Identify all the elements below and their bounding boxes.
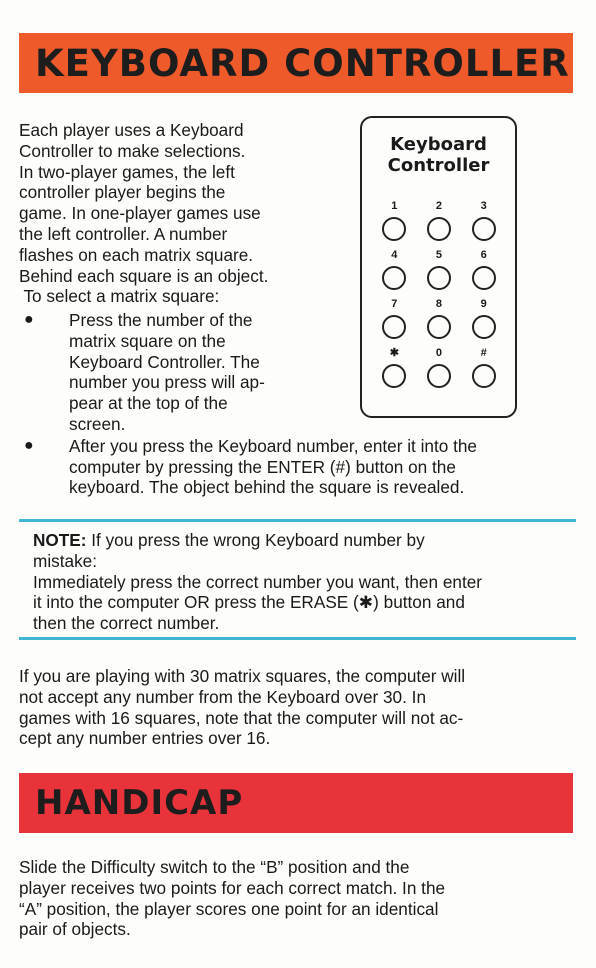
keypad-grid <box>372 198 506 388</box>
key-label: 0 <box>435 347 443 359</box>
paragraph-line: “A” position, the player scores one point for an identical <box>19 898 439 919</box>
bullet-line: Keyboard Controller. The <box>69 351 260 372</box>
keyboard-controller-illustration <box>360 116 517 418</box>
handicap-heading: HANDICAP <box>19 773 573 833</box>
intro-line: controller player begins the <box>19 182 226 203</box>
note-label: NOTE: <box>33 530 87 550</box>
bullet-icon: ● <box>24 311 34 328</box>
key-label: ✱ <box>389 347 399 359</box>
keypad-key <box>372 198 417 241</box>
paragraph-line: not accept any number from the Keyboard over 30. In <box>19 686 427 707</box>
intro-line: flashes on each matrix square. <box>19 244 254 265</box>
bullet-item <box>19 436 579 498</box>
key-button-icon <box>382 315 406 339</box>
keypad-key <box>417 296 462 339</box>
note-line: mistake: <box>33 550 97 571</box>
key-button-icon <box>472 217 496 241</box>
key-label: 6 <box>480 249 487 261</box>
bullet-line: pear at the top of the <box>69 393 228 414</box>
note-line: then the correct number. <box>33 613 220 634</box>
keypad-key <box>461 247 506 290</box>
keyboard-controller-heading: KEYBOARD CONTROLLER <box>19 33 573 93</box>
keypad-title-line: Controller <box>387 155 490 176</box>
bullet-line: number you press will ap- <box>69 372 265 393</box>
keypad-key <box>372 247 417 290</box>
keypad-key <box>417 247 462 290</box>
key-button-icon <box>472 364 496 388</box>
key-label: # <box>480 347 487 359</box>
note-first-line <box>33 530 573 551</box>
key-button-icon <box>427 315 451 339</box>
bullet-icon: ● <box>24 436 34 454</box>
bullet-line: screen. <box>69 413 126 434</box>
keypad-key <box>461 198 506 241</box>
key-label: 9 <box>480 298 487 310</box>
note-divider-bottom <box>19 637 576 640</box>
bullet-line: computer by pressing the ENTER (#) button on the <box>69 456 456 477</box>
bullet-line: keyboard. The object behind the square is revealed. <box>69 477 465 498</box>
keypad-key <box>372 345 417 388</box>
paragraph-line: cept any number entries over 16. <box>19 728 271 749</box>
intro-line: the left controller. A number <box>19 223 228 244</box>
bullet-line: matrix square on the <box>69 330 226 351</box>
keypad-key <box>417 198 462 241</box>
key-button-icon <box>472 315 496 339</box>
key-label: 4 <box>391 249 398 261</box>
paragraph-line: Slide the Difficulty switch to the “B” position and the <box>19 857 410 877</box>
key-button-icon <box>382 217 406 241</box>
key-button-icon <box>427 364 451 388</box>
bullet-line: Press the number of the <box>69 310 253 330</box>
intro-line: To select a matrix square: <box>19 286 220 307</box>
intro-line: Behind each square is an object. <box>19 265 269 286</box>
bullet-text <box>69 310 305 435</box>
paragraph-line: games with 16 squares, note that the computer will not ac- <box>19 707 464 728</box>
key-button-icon <box>472 266 496 290</box>
keypad-title <box>362 134 515 176</box>
key-label: 5 <box>435 249 443 261</box>
keypad-key <box>417 345 462 388</box>
key-button-icon <box>382 364 406 388</box>
key-label: 8 <box>435 298 443 310</box>
intro-paragraph <box>19 120 339 307</box>
note-text: If you press the wrong Keyboard number by <box>86 530 425 550</box>
keypad-title-line: Keyboard <box>390 134 487 155</box>
note-divider-top <box>19 519 576 522</box>
intro-line: In two-player games, the left <box>19 161 235 182</box>
key-button-icon <box>427 266 451 290</box>
key-button-icon <box>382 266 406 290</box>
paragraph-line: pair of objects. <box>19 919 131 940</box>
key-label: 3 <box>480 200 487 212</box>
keypad-key <box>461 345 506 388</box>
handicap-paragraph <box>19 857 579 940</box>
bullet-line: After you press the Keyboard number, enter it into the <box>69 435 477 456</box>
note-line: it into the computer OR press the ERASE (✱) button and <box>33 592 465 613</box>
bullet-text <box>69 436 579 498</box>
note-box <box>33 530 573 634</box>
keypad-key <box>461 296 506 339</box>
key-label: 1 <box>391 200 398 212</box>
note-line: Immediately press the correct number you want, then enter <box>33 571 482 592</box>
key-button-icon <box>427 217 451 241</box>
key-label: 7 <box>391 298 398 310</box>
paragraph-line: If you are playing with 30 matrix squares, the computer will <box>19 666 466 686</box>
matrix-limit-paragraph <box>19 666 574 749</box>
intro-line: Controller to make selections. <box>19 140 246 161</box>
intro-line: Each player uses a Keyboard <box>19 120 244 140</box>
paragraph-line: player receives two points for each correct match. In the <box>19 877 446 898</box>
keypad-key <box>372 296 417 339</box>
key-label: 2 <box>435 200 443 212</box>
intro-line: game. In one-player games use <box>19 203 261 224</box>
